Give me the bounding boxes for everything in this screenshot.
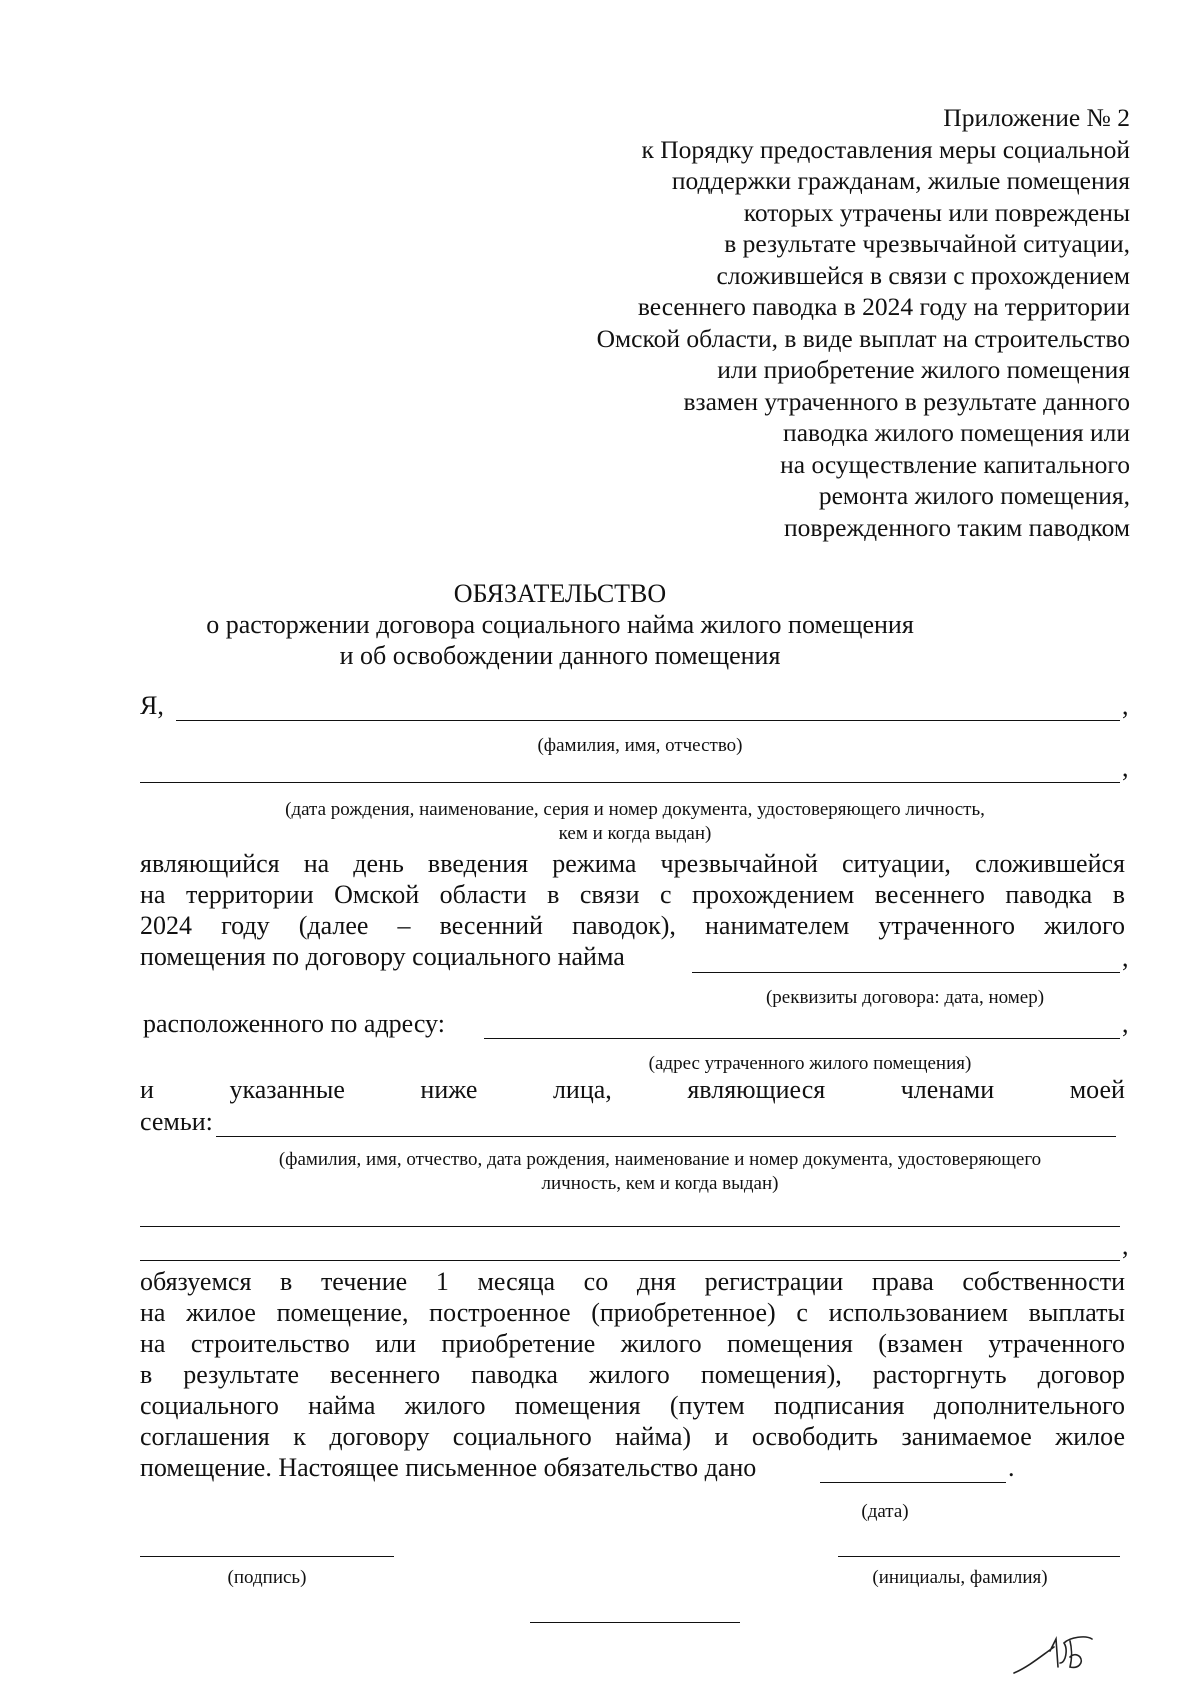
text-word: указанные: [229, 1075, 345, 1104]
text-line: на жилое помещение, построенное (приобретенное) с использованием выплаты: [140, 1298, 1125, 1327]
comma: ,: [1122, 691, 1129, 720]
text-line: обязуемся в течение 1 месяца со дня регистрации права собственности: [140, 1267, 1125, 1296]
appendix-line: Приложение № 2: [943, 103, 1130, 132]
signature-field[interactable]: [140, 1556, 394, 1557]
appendix-line: которых утрачены или повреждены: [743, 197, 1130, 227]
period: .: [1008, 1453, 1015, 1482]
text-word: являющиеся: [687, 1075, 826, 1104]
address-label: расположенного по адресу:: [143, 1009, 445, 1038]
text-line: помещение. Настоящее письменное обязательство дано: [140, 1453, 757, 1482]
text-line: 2024 году (далее – весенний паводок), нанимателем утраченного жилого: [140, 911, 1125, 940]
caption-document: (дата рождения, наименование, серия и номер документа, удостоверяющего личность,: [285, 799, 985, 820]
text-word: и: [140, 1075, 154, 1104]
appendix-line: поддержки гражданам, жилые помещения: [671, 166, 1130, 195]
text-word: лица,: [552, 1075, 612, 1104]
appendix-line: к Порядку предоставления меры социальной: [641, 134, 1130, 164]
caption-date: (дата): [861, 1501, 909, 1522]
appendix-header: [530, 102, 1130, 543]
caption-address: (адрес утраченного жилого помещения): [648, 1053, 972, 1074]
fio-field[interactable]: [176, 720, 1120, 721]
family-field-2[interactable]: [140, 1226, 1120, 1227]
caption-signature: (подпись): [227, 1567, 307, 1588]
text-word: моей: [1069, 1075, 1125, 1104]
document-title: [0, 578, 1120, 671]
appendix-line: весеннего паводка в 2024 году на территории: [637, 292, 1130, 321]
appendix-line: или приобретение жилого помещения: [717, 355, 1130, 384]
paragraph-1: [140, 848, 1125, 972]
caption-contract: (реквизиты договора: дата, номер): [765, 987, 1045, 1008]
comma: ,: [1122, 753, 1129, 782]
contract-field[interactable]: [692, 972, 1120, 973]
text-word: членами: [900, 1075, 995, 1104]
caption-family: (фамилия, имя, отчество, дата рождения, наименование и номер документа, удостоверяющего: [278, 1149, 1042, 1170]
caption-document: кем и когда выдан): [558, 823, 712, 844]
paragraph-2: [140, 1266, 1125, 1483]
text-line: в результате весеннего паводка жилого помещения), расторгнуть договор: [140, 1360, 1125, 1389]
family-line: [140, 1074, 1125, 1105]
caption-fio: (фамилия, имя, отчество): [537, 735, 743, 756]
family-field-3[interactable]: [140, 1260, 1120, 1261]
comma: ,: [1122, 943, 1129, 972]
appendix-line: ремонта жилого помещения,: [818, 481, 1130, 510]
text-line: на территории Омской области в связи с прохождением весеннего паводка в: [140, 880, 1125, 909]
handwritten-initials-icon: [1010, 1627, 1100, 1679]
text-word: ниже: [420, 1075, 478, 1104]
ya-label: Я,: [140, 691, 164, 720]
text-line: помещения по договору социального найма: [140, 942, 625, 971]
document-field[interactable]: [140, 782, 1120, 783]
comma: ,: [1122, 1231, 1129, 1260]
appendix-line: в результате чрезвычайной ситуации,: [724, 229, 1130, 258]
title-sub: и об освобождении данного помещения: [339, 641, 781, 670]
date-field[interactable]: [820, 1482, 1006, 1483]
appendix-line: сложившейся в связи с прохождением: [716, 260, 1130, 290]
title-sub: о расторжении договора социального найма жилого помещения: [206, 610, 914, 639]
address-field[interactable]: [484, 1038, 1120, 1039]
caption-initials: (инициалы, фамилия): [872, 1567, 1048, 1588]
comma: ,: [1122, 1009, 1129, 1038]
initials-field[interactable]: [838, 1556, 1120, 1557]
appendix-line: Омской области, в виде выплат на строительство: [596, 323, 1130, 353]
text-line: на строительство или приобретение жилого помещения (взамен утраченного: [140, 1329, 1125, 1358]
appendix-line: паводка жилого помещения или: [783, 418, 1130, 447]
appendix-line: поврежденного таким паводком: [783, 512, 1130, 542]
text-line: являющийся на день введения режима чрезвычайной ситуации, сложившейся: [140, 849, 1125, 878]
title-main: ОБЯЗАТЕЛЬСТВО: [453, 579, 667, 608]
family-label: семьи:: [140, 1107, 213, 1136]
text-line: соглашения к договору социального найма) и освободить занимаемое жилое: [140, 1422, 1125, 1451]
closing-separator: [530, 1622, 740, 1623]
appendix-line: взамен утраченного в результате данного: [683, 386, 1130, 416]
caption-family: личность, кем и когда выдан): [541, 1173, 779, 1194]
text-line: социального найма жилого помещения (путем подписания дополнительного: [140, 1391, 1125, 1420]
family-field[interactable]: [216, 1136, 1116, 1137]
appendix-line: на осуществление капитального: [780, 449, 1130, 479]
